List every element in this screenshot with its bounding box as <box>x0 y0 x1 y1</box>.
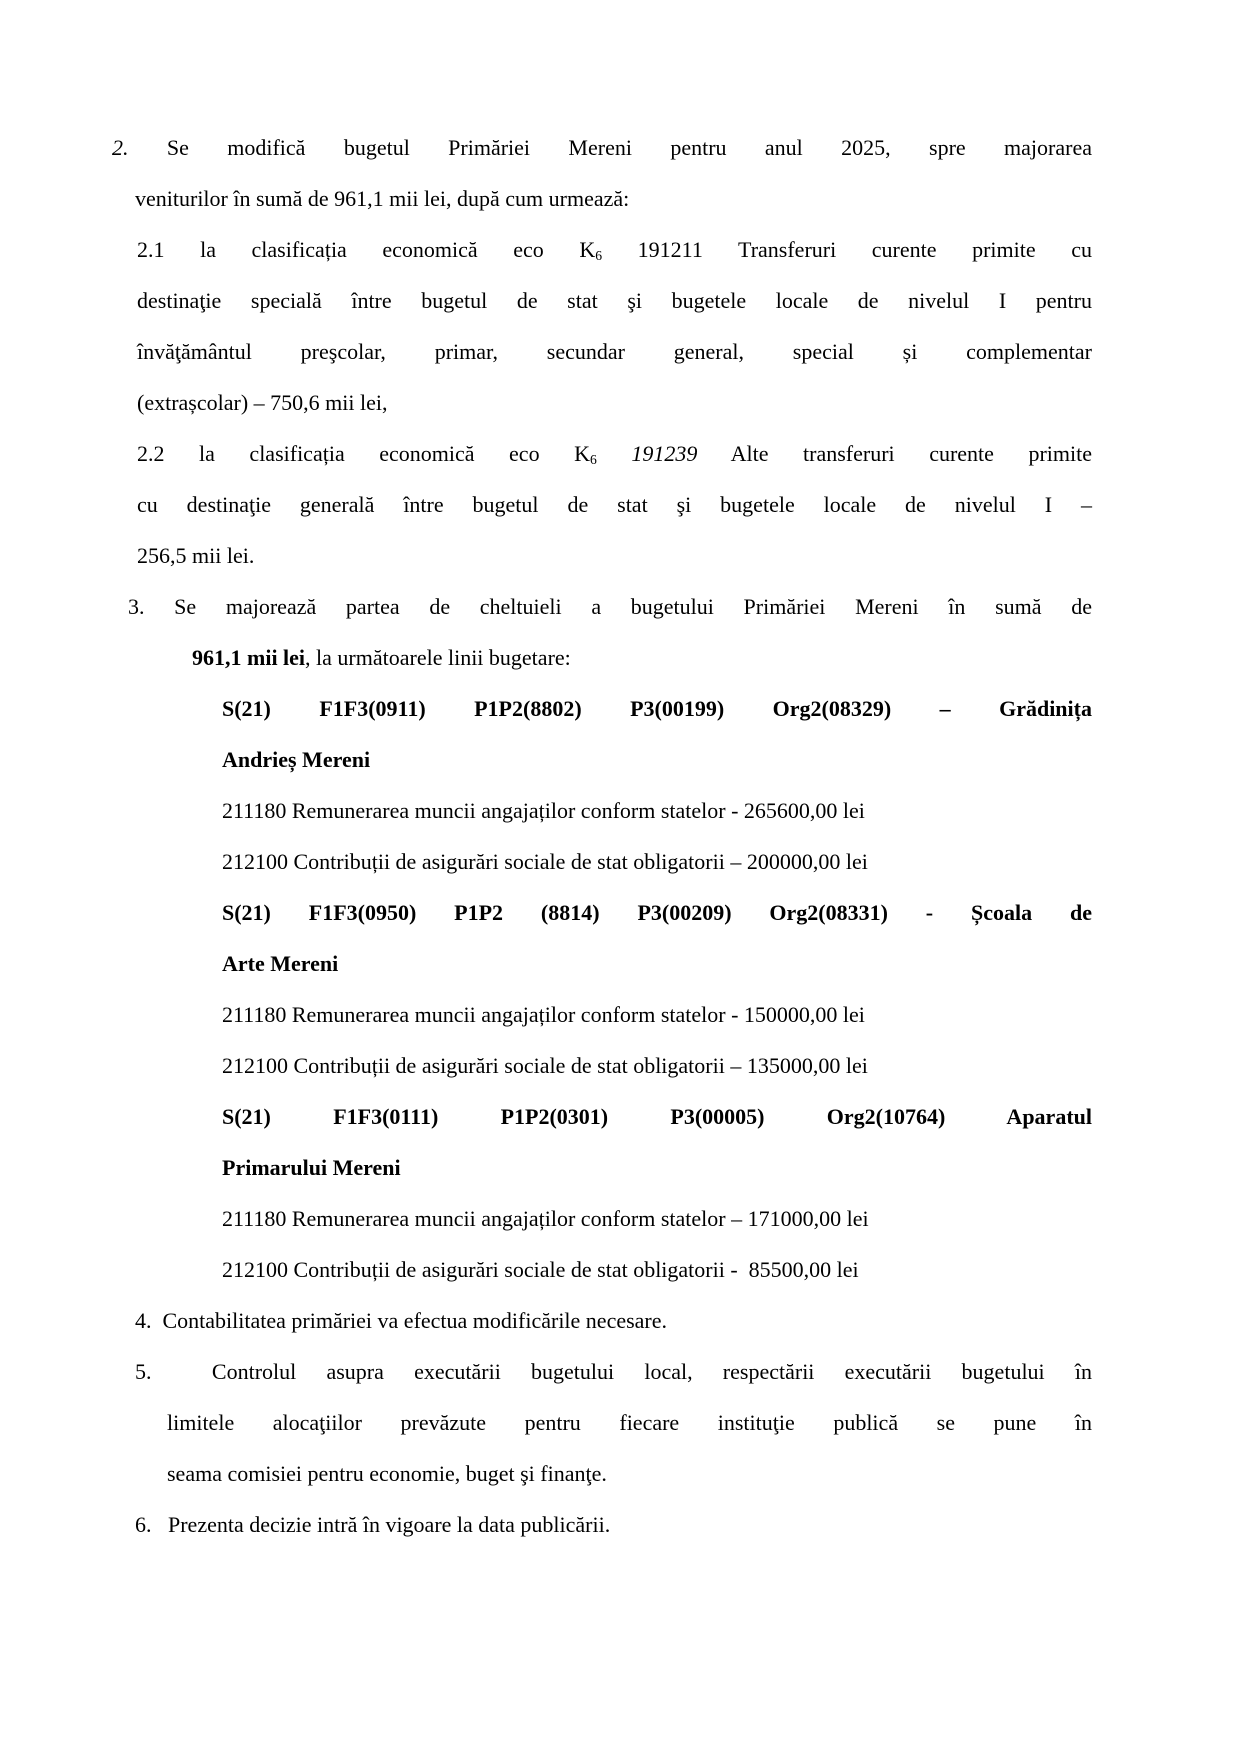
budget-row-211180-gradinita <box>0 785 1241 836</box>
text-line <box>222 887 1092 938</box>
budget-line-scoala-arte <box>0 887 1241 989</box>
budget-row-212100-scoala <box>0 1040 1241 1091</box>
text-line <box>167 1397 1092 1448</box>
item-2 <box>0 122 1241 224</box>
text-line <box>137 326 1092 377</box>
text-segment: Primarului Mereni <box>222 1155 401 1180</box>
text-segment: 2.2 la clasificația economică eco K <box>137 441 590 466</box>
text-segment: Controlul asupra executării bugetului local, respectării executării bugetului în <box>151 1359 1092 1384</box>
budget-line-aparatul <box>0 1091 1241 1193</box>
text-line <box>128 581 1092 632</box>
item-5 <box>0 1346 1241 1499</box>
k6-subscript: 6 <box>595 248 603 263</box>
text-line <box>167 1448 1092 1499</box>
text-segment: 2.1 la clasificația economică eco K <box>137 237 596 262</box>
text-line <box>137 224 1092 275</box>
item-4 <box>0 1295 1241 1346</box>
text-segment: Andrieș Mereni <box>222 747 371 772</box>
text-line <box>222 785 1092 836</box>
text-segment: 212100 Contribuții de asigurări sociale de stat obligatorii - 85500,00 lei <box>222 1257 859 1282</box>
budget-row-211180-aparatul <box>0 1193 1241 1244</box>
text-segment: (extrașcolar) – 750,6 mii lei, <box>137 390 388 415</box>
text-segment: Contabilitatea primăriei va efectua modificările necesare. <box>151 1308 668 1333</box>
text-line <box>135 1295 1092 1346</box>
text-line <box>222 938 1092 989</box>
text-line <box>222 734 1092 785</box>
budget-row-212100-gradinita <box>0 836 1241 887</box>
code-191239: 191239 <box>631 441 698 466</box>
text-segment: 211180 Remunerarea muncii angajaților conform statelor – 171000,00 lei <box>222 1206 869 1231</box>
text-line <box>222 989 1092 1040</box>
text-segment: Se modifică bugetul Primăriei Mereni pentru anul 2025, spre majorarea <box>128 135 1092 160</box>
text-line <box>222 1091 1092 1142</box>
text-line <box>135 173 1092 224</box>
text-line <box>135 1346 1092 1397</box>
text-line <box>222 836 1092 887</box>
text-line <box>137 377 1092 428</box>
text-line <box>222 1193 1092 1244</box>
text-line <box>137 428 1092 479</box>
text-segment: Arte Mereni <box>222 951 339 976</box>
text-segment: 212100 Contribuții de asigurări sociale de stat obligatorii – 135000,00 lei <box>222 1053 868 1078</box>
text-line <box>137 530 1092 581</box>
text-line <box>137 275 1092 326</box>
text-line <box>192 632 1092 683</box>
text-segment: 211180 Remunerarea muncii angajaților conform statelor - 150000,00 lei <box>222 1002 865 1027</box>
text-segment: seama comisiei pentru economie, buget şi finanţe. <box>167 1461 607 1486</box>
item-2-1 <box>0 224 1241 428</box>
item-3-number: 3. <box>128 594 145 619</box>
budget-row-212100-aparatul <box>0 1244 1241 1295</box>
text-segment: 256,5 mii lei. <box>137 543 255 568</box>
text-line <box>222 1142 1092 1193</box>
k6-subscript: 6 <box>589 452 597 467</box>
item-6 <box>0 1499 1241 1550</box>
item-4-number: 4. <box>135 1308 152 1333</box>
text-segment: 191211 Transferuri curente primite cu <box>602 237 1092 262</box>
text-segment <box>597 441 632 466</box>
item-5-number: 5. <box>135 1359 152 1384</box>
text-segment: Alte transferuri curente primite <box>697 441 1092 466</box>
text-segment: Prezenta decizie intră în vigoare la data publicării. <box>151 1512 611 1537</box>
text-segment: 211180 Remunerarea muncii angajaților conform statelor - 265600,00 lei <box>222 798 865 823</box>
text-segment: S(21) F1F3(0950) P1P2 (8814) P3(00209) Org2(08331) - Școala de <box>222 900 1092 925</box>
text-line <box>222 1040 1092 1091</box>
text-line <box>222 1244 1092 1295</box>
text-line <box>137 479 1092 530</box>
text-segment: 212100 Contribuții de asigurări sociale de stat obligatorii – 200000,00 lei <box>222 849 868 874</box>
text-line <box>112 122 1092 173</box>
text-segment: , la următoarele linii bugetare: <box>305 645 571 670</box>
text-line <box>222 683 1092 734</box>
text-segment: destinaţie specială între bugetul de stat şi bugetele locale de nivelul I pentru <box>137 288 1092 313</box>
text-segment: Se majorează partea de cheltuieli a bugetului Primăriei Mereni în sumă de <box>144 594 1092 619</box>
item-2-2 <box>0 428 1241 581</box>
amount-total: 961,1 mii lei <box>192 645 306 670</box>
item-6-number: 6. <box>135 1512 152 1537</box>
item-3 <box>0 581 1241 683</box>
text-segment: veniturilor în sumă de 961,1 mii lei, după cum urmează: <box>135 186 630 211</box>
text-segment: S(21) F1F3(0111) P1P2(0301) P3(00005) Org2(10764) Aparatul <box>222 1104 1092 1129</box>
text-segment: învăţământul preşcolar, primar, secundar general, special și complementar <box>137 339 1092 364</box>
text-segment: S(21) F1F3(0911) P1P2(8802) P3(00199) Org2(08329) – Grădinița <box>222 696 1092 721</box>
text-segment: limitele alocaţiilor prevăzute pentru fiecare instituţie publică se pune în <box>167 1410 1092 1435</box>
budget-row-211180-scoala <box>0 989 1241 1040</box>
item-2-number: 2. <box>112 135 129 160</box>
budget-line-gradinita <box>0 683 1241 785</box>
text-segment: cu destinaţie generală între bugetul de stat şi bugetele locale de nivelul I – <box>137 492 1092 517</box>
text-line <box>135 1499 1092 1550</box>
